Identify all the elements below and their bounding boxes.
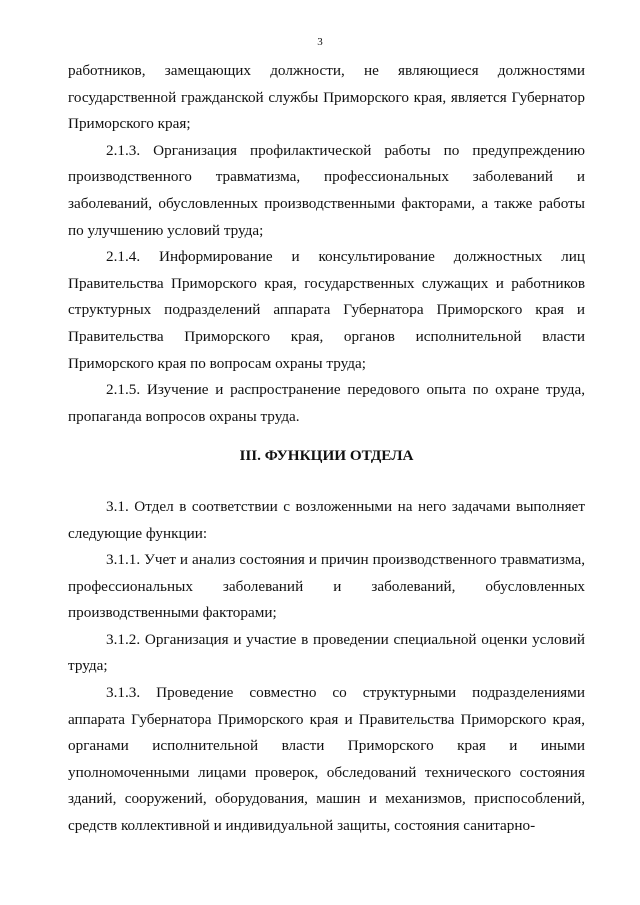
text-line: 3.1.3. Проведение совместно со структурными подразделениями bbox=[106, 684, 585, 702]
text-line: государственной гражданской службы Приморского края, является Губернатор bbox=[68, 88, 585, 106]
text-line: производственными факторами; bbox=[68, 604, 277, 622]
text-line: производственного травматизма, профессиональных заболеваний и bbox=[68, 168, 585, 186]
text-line: работников, замещающих должности, не являющиеся должностями bbox=[68, 62, 585, 79]
section-heading: III. ФУНКЦИИ ОТДЕЛА bbox=[239, 447, 414, 465]
paragraph bbox=[68, 547, 585, 627]
paragraph bbox=[68, 680, 585, 840]
text-line: 3.1.1. Учет и анализ состояния и причин производственного травматизма, bbox=[106, 551, 585, 569]
text-line: Правительства Приморского края, органов исполнительной власти bbox=[68, 327, 585, 345]
paragraph bbox=[68, 377, 585, 430]
text-line: уполномоченными лицами проверок, обследований технического состояния bbox=[68, 763, 585, 781]
section-three-body bbox=[68, 494, 585, 840]
paragraph bbox=[68, 138, 585, 244]
page-number: 3 bbox=[317, 36, 323, 48]
text-line: 2.1.5. Изучение и распространение передового опыта по охране труда, bbox=[106, 381, 585, 399]
document-body bbox=[68, 58, 585, 840]
text-line: 2.1.3. Организация профилактической работы по предупреждению bbox=[106, 141, 585, 159]
text-line: по улучшению условий труда; bbox=[68, 221, 264, 239]
text-line: аппарата Губернатора Приморского края и Правительства Приморского края, bbox=[68, 710, 585, 728]
text-line: средств коллективной и индивидуальной защиты, состояния санитарно- bbox=[68, 817, 536, 835]
text-line: 3.1.2. Организация и участие в проведении специальной оценки условий bbox=[106, 630, 585, 648]
text-line: профессиональных заболеваний и заболеваний, обусловленных bbox=[68, 577, 585, 595]
text-line: Приморского края по вопросам охраны труда; bbox=[68, 354, 366, 372]
text-line: органами исполнительной власти Приморского края и иными bbox=[68, 737, 585, 755]
paragraph bbox=[68, 627, 585, 680]
text-line: заболеваний, обусловленных производственными факторами, а также работы bbox=[68, 194, 585, 212]
text-line: зданий, сооружений, оборудования, машин и механизмов, приспособлений, bbox=[68, 790, 585, 808]
paragraph bbox=[68, 58, 585, 138]
heading-gap bbox=[68, 484, 585, 494]
text-line: 3.1. Отдел в соответствии с возложенными на него задачами выполняет bbox=[106, 497, 585, 515]
text-line: пропаганда вопросов охраны труда. bbox=[68, 407, 300, 425]
text-line: труда; bbox=[68, 657, 108, 675]
text-line: Приморского края; bbox=[68, 115, 191, 133]
text-line: структурных подразделений аппарата Губернатора Приморского края и bbox=[68, 301, 585, 319]
text-line: Правительства Приморского края, государственных служащих и работников bbox=[68, 274, 585, 292]
paragraph bbox=[68, 494, 585, 547]
text-line: следующие функции: bbox=[68, 524, 208, 542]
paragraph bbox=[68, 244, 585, 377]
text-line: 2.1.4. Информирование и консультирование должностных лиц bbox=[106, 248, 585, 266]
section-two-continued bbox=[68, 58, 585, 430]
